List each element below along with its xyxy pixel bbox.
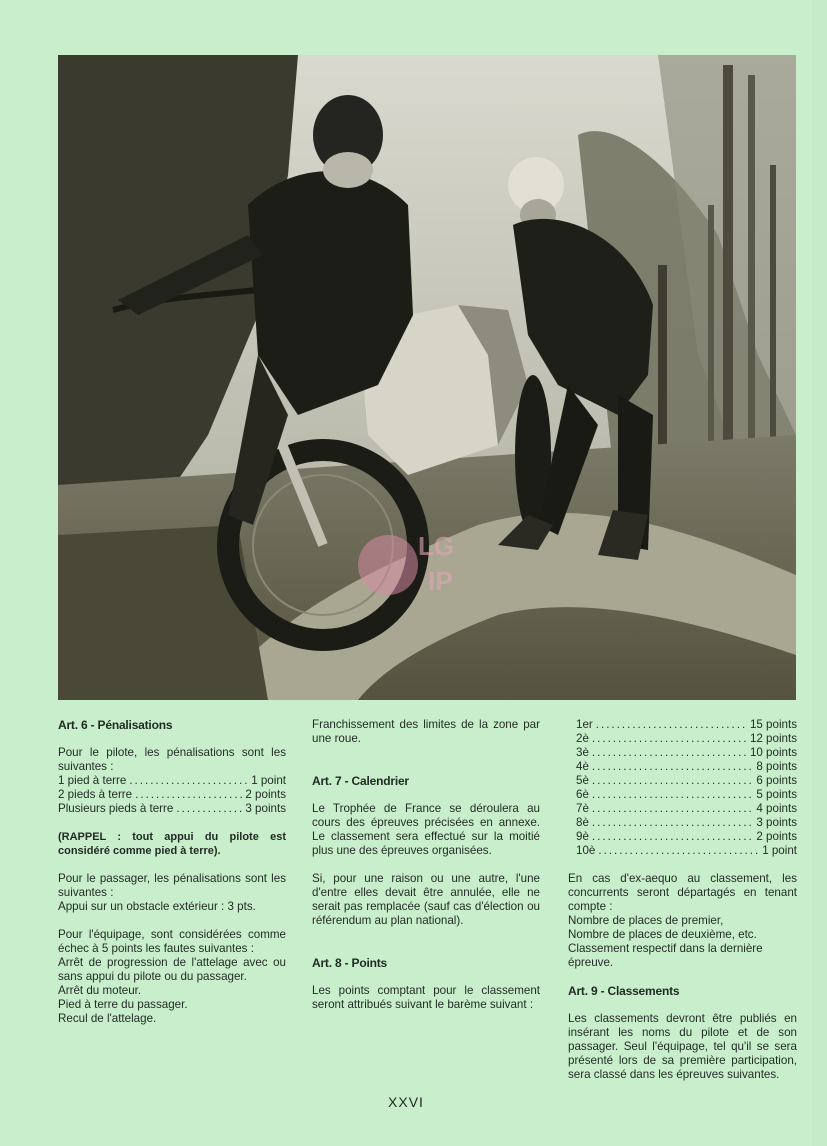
points-row: 7è ..... 4 points [576, 802, 797, 816]
points-row: 4è ..... 8 points [576, 760, 797, 774]
penalty-row: 2 pieds à terre ..... 2 points [58, 788, 286, 802]
pilot-penalty-list [58, 774, 286, 816]
points-row: 1er ..... 15 points [576, 718, 797, 732]
art8-paragraph-1: Les points comptant pour le classement seront attribués suivant le barème suivant : [312, 984, 540, 1011]
exaequo-item: Nombre de places de premier, [568, 914, 724, 927]
points-row: 8è ..... 3 points [576, 816, 797, 830]
svg-text:IP: IP [428, 566, 453, 596]
fault-item: Arrêt de progression de l'attelage avec ou sans appui du pilote ou du passager. [58, 956, 286, 983]
art9-title: Art. 9 - Classements [568, 984, 680, 998]
svg-text:LG: LG [418, 531, 455, 561]
column-points-art9 [568, 718, 797, 1096]
sidecar-trial-photo [58, 55, 796, 700]
art7-paragraph-1: Le Trophée de France se déroulera au cours des épreuves précisées en annexe. Le classement sera effectué sur la moitié plus une des épreuves organisées. [312, 802, 540, 857]
points-row: 10è ..... 1 point [576, 844, 797, 858]
faults-intro: Pour l'équipage, sont considérées comme échec à 5 points les fautes suivantes : [58, 928, 286, 955]
fault-item: Recul de l'attelage. [58, 1012, 157, 1025]
penalty-row: Plusieurs pieds à terre ..... 3 points [58, 802, 286, 816]
points-row: 9è ..... 2 points [576, 830, 797, 844]
art6-title: Art. 6 - Pénalisations [58, 718, 173, 732]
points-row: 2è ..... 12 points [576, 732, 797, 746]
zone-limit-text: Franchissement des limites de la zone par une roue. [312, 718, 540, 745]
points-row: 3è ..... 10 points [576, 746, 797, 760]
fault-item: Arrêt du moteur. [58, 984, 142, 997]
fault-item: Pied à terre du passager. [58, 998, 188, 1011]
points-row: 6è ..... 5 points [576, 788, 797, 802]
art7-paragraph-2: Si, pour une raison ou une autre, l'une d'entre elles devait être annulée, elle ne serait pas remplacée (sauf cas d'élection ou référendum au plan national). [312, 872, 540, 927]
passenger-intro: Pour le passager, les pénalisations sont les suivantes : [58, 872, 286, 899]
exaequo-item: Nombre de places de deuxième, etc. [568, 928, 757, 941]
art8-title: Art. 8 - Points [312, 956, 388, 970]
points-table [568, 718, 797, 858]
exaequo-intro: En cas d'ex-aequo au classement, les concurrents seront départagés en tenant compte : [568, 872, 797, 913]
photo-illustration [58, 55, 796, 700]
exaequo-item: Classement respectif dans la dernière épreuve. [568, 942, 763, 969]
passenger-rule: Appui sur un obstacle extérieur : 3 pts. [58, 900, 256, 913]
column-art6 [58, 718, 286, 1026]
art6-intro: Pour le pilote, les pénalisations sont les suivantes : [58, 746, 286, 773]
page-number: XXVI [388, 1094, 424, 1110]
rappel-note: (RAPPEL : tout appui du pilote est considéré comme pied à terre). [58, 831, 286, 857]
art9-paragraph-1: Les classements devront être publiés en insérant les noms du pilote et de son passager. Seul l'équipage, tel qu'il se sera présenté lors de sa première participation, sera classé dans les épreuves suivantes. [568, 1012, 797, 1081]
art7-title: Art. 7 - Calendrier [312, 774, 409, 788]
penalty-row: 1 pied à terre ..... 1 point [58, 774, 286, 788]
points-row: 5è ..... 6 points [576, 774, 797, 788]
column-art7-art8 [312, 718, 540, 1026]
